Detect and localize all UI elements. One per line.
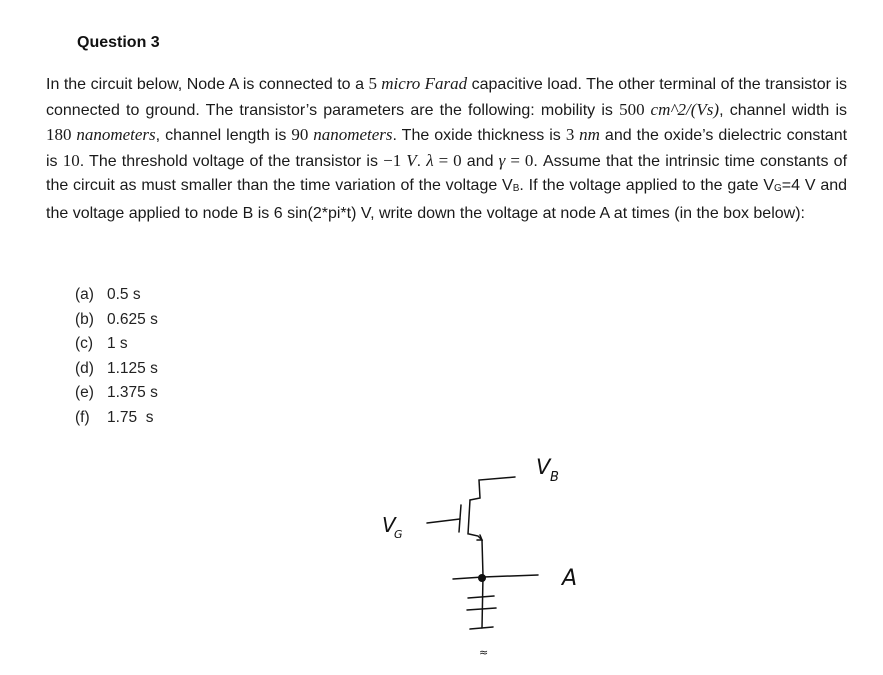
gate-plate xyxy=(459,505,461,532)
node-wire xyxy=(482,540,483,628)
circuit-diagram xyxy=(370,448,610,663)
capacitor-plate-bottom xyxy=(467,608,496,610)
question-title: Question 3 xyxy=(77,34,160,51)
capacitor-plate-top xyxy=(468,596,494,598)
vg-sub: G xyxy=(394,528,403,541)
channel-line xyxy=(468,500,470,534)
node-a-label: A xyxy=(562,566,578,591)
option-e: (e) 1.375 s xyxy=(75,384,158,401)
option-f: (f) 1.75 s xyxy=(75,408,154,426)
node-a-dot xyxy=(478,574,486,582)
vb-label: V xyxy=(536,455,551,479)
option-a: (a) 0.5 s xyxy=(75,286,141,303)
option-d: (d) 1.125 s xyxy=(75,359,158,377)
ground-mark: ≈ xyxy=(479,646,489,659)
question-text: In the circuit below, Node A is connected to a 5 micro Farad capacitive load. The other terminal of the transistor is connected to ground. The transistor’s parameters are the following: mobility is 500 cm^2/(Vs), channel width is 180 nanometers, channel length is 90 nanometers. The oxide thickness is 3 nm and the oxide’s dielectric constant is 10. The threshold voltage of the transistor is −1 V. λ = 0 and γ = 0. Assume that the intrinsic time constants of the circuit as must smaller than the time variation of the voltage $V_B$. If the voltage applied to the gate $V_G=4$ V and the voltage applied to node B is 6 sin(2*pi*t) V, write down the voltage at node A at times (in the box below): xyxy=(46,74,848,222)
ground-plate xyxy=(470,627,493,629)
option-b: (b) 0.625 s xyxy=(75,310,158,328)
vb-sub: B xyxy=(550,470,559,485)
drain-wire xyxy=(470,477,515,500)
vg-label: V xyxy=(382,513,396,537)
node-a-wire xyxy=(453,575,538,579)
gate-wire xyxy=(427,519,460,523)
option-c: (c) 1 s xyxy=(75,335,128,352)
answer-options xyxy=(75,283,158,430)
